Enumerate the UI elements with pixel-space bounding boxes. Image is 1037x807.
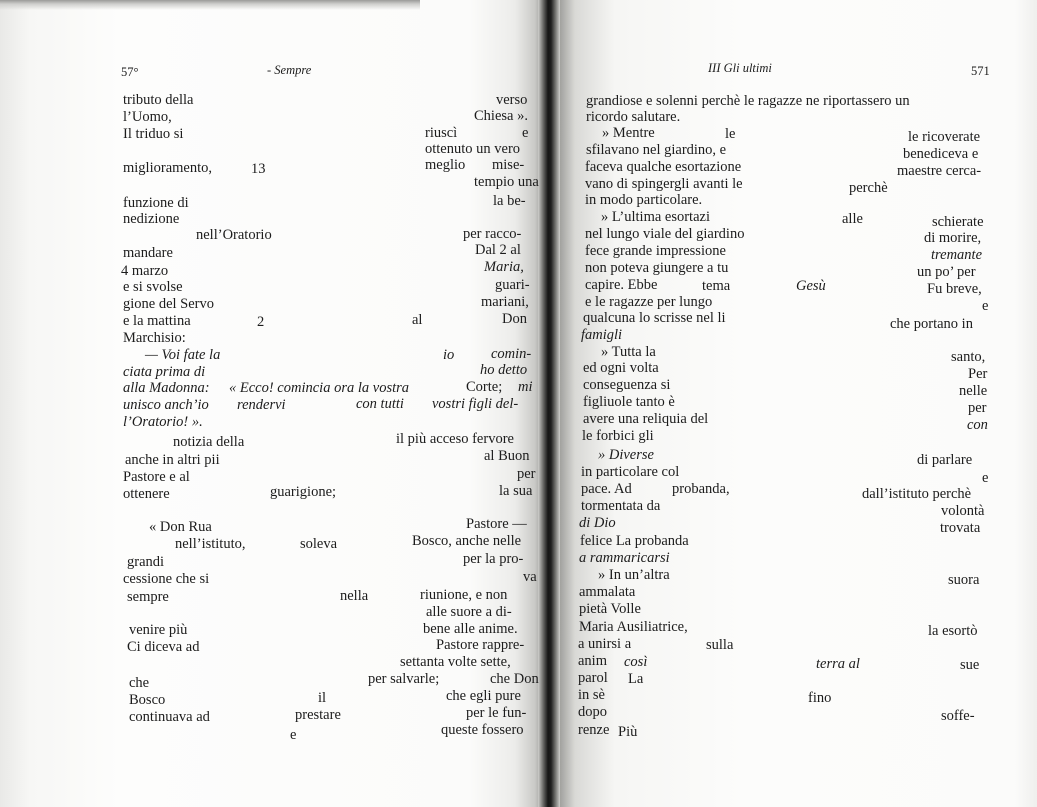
text-line: miglioramento, — [123, 160, 212, 176]
text-line: tempio una — [474, 174, 539, 190]
text-line: La — [628, 671, 644, 687]
text-line: ammalata — [579, 584, 636, 600]
text-line: Marchisio: — [123, 330, 186, 346]
text-line: « Ecco! comincia ora la vostra — [229, 380, 410, 396]
text-line: alla Madonna: — [123, 380, 210, 396]
text-line: nelle — [959, 383, 988, 399]
text-line: pace. Ad — [581, 481, 632, 497]
text-line: nel lungo viale del giardino — [585, 226, 745, 242]
text-line: settanta volte sette, — [400, 654, 511, 670]
text-line: conseguenza si — [583, 377, 671, 393]
text-line: » Tutta la — [601, 344, 656, 360]
text-line: le forbici gli — [582, 428, 654, 444]
text-line: gione del Servo — [123, 296, 215, 312]
text-line: faceva qualche esortazione — [585, 159, 742, 175]
text-line: rendervi — [237, 397, 286, 413]
text-line: ed ogni volta — [583, 360, 659, 376]
text-line: Bosco — [129, 692, 166, 708]
text-line: — Voi fate la — [145, 347, 221, 363]
text-line: e — [290, 727, 297, 743]
text-line: Pastore — — [466, 516, 527, 532]
text-line: » Mentre — [602, 125, 655, 141]
text-line: e — [522, 125, 529, 141]
text-line: ottenere — [123, 486, 170, 502]
text-line: verso — [496, 92, 528, 108]
text-line: nella — [340, 588, 369, 604]
text-line: la be- — [493, 193, 526, 209]
text-line: dopo — [578, 704, 607, 720]
text-line: per le fun- — [466, 705, 527, 721]
text-line: in sè — [578, 687, 605, 703]
text-line: pietà Volle — [579, 601, 641, 617]
text-line: maestre cerca- — [897, 163, 982, 179]
text-line: tormentata da — [581, 498, 661, 514]
text-line: in modo particolare. — [585, 192, 703, 208]
text-line: Pastore rappre- — [436, 637, 525, 653]
text-line: e la mattina — [123, 313, 191, 329]
text-line: renze — [578, 722, 610, 738]
text-line: di morire, — [924, 230, 982, 246]
text-line: con tutti — [356, 396, 404, 412]
text-line: continuava ad — [129, 709, 210, 725]
text-line: trovata — [940, 520, 981, 536]
text-line: 13 — [251, 161, 266, 177]
text-line: ciata prima di — [123, 364, 206, 380]
text-line: volontà — [941, 503, 985, 519]
text-line: perchè — [849, 180, 888, 196]
right-page-number: 571 — [971, 64, 990, 78]
text-line: sempre — [127, 589, 169, 605]
text-line: queste fossero — [441, 722, 524, 738]
text-line: Il triduo si — [123, 126, 184, 142]
text-line: l’Oratorio! ». — [123, 414, 203, 430]
text-line: » Diverse — [598, 447, 654, 463]
text-line: in particolare col — [581, 464, 680, 480]
text-line: santo, — [951, 349, 986, 365]
book-gutter — [538, 0, 560, 807]
text-line: a rammaricarsi — [579, 550, 670, 566]
text-line: per racco- — [463, 226, 522, 242]
text-line: per la pro- — [463, 551, 524, 567]
text-line: ottenuto un vero — [425, 141, 521, 157]
text-line: capire. Ebbe — [585, 277, 658, 293]
text-line: la sua — [499, 483, 533, 499]
text-line: suora — [948, 572, 980, 588]
text-line: notizia della — [173, 434, 245, 450]
text-line: probanda, — [672, 481, 730, 497]
text-line: terra al — [816, 656, 860, 672]
text-line: la esortò — [928, 623, 978, 639]
text-line: mi — [518, 379, 533, 395]
text-line: Maria Ausiliatrice, — [579, 619, 688, 635]
text-line: cessione che si — [123, 571, 210, 587]
text-line: Pastore e al — [123, 469, 190, 485]
text-line: e — [982, 470, 989, 486]
text-line: il — [318, 690, 327, 706]
text-line: felice La probanda — [580, 533, 689, 549]
text-line: Chiesa ». — [474, 108, 528, 124]
text-line: tributo della — [123, 92, 194, 108]
text-line: al — [412, 312, 423, 328]
text-line: » In un’altra — [598, 567, 670, 583]
text-line: alle — [842, 211, 863, 227]
text-line: nell’istituto, — [175, 536, 246, 552]
text-line: per — [517, 466, 536, 482]
text-line: dall’istituto perchè — [862, 486, 972, 502]
text-line: per — [968, 400, 987, 416]
text-line: tremante — [931, 247, 983, 263]
text-line: e — [982, 298, 989, 314]
text-line: Dal 2 al — [475, 242, 521, 258]
text-line: ricordo salutare. — [586, 109, 681, 125]
text-line: anche in altri pii — [125, 452, 220, 468]
text-line: soleva — [300, 536, 338, 552]
text-line: Più — [618, 724, 638, 740]
text-line: che portano in — [890, 316, 973, 332]
text-line: alle suore a di- — [426, 604, 512, 620]
text-line: riunione, e non — [420, 587, 508, 603]
text-line: per salvarle; — [368, 671, 440, 687]
text-line: le — [725, 126, 736, 142]
text-line: che — [129, 675, 150, 691]
text-line: riuscì — [425, 125, 458, 141]
text-line: comin- — [491, 346, 532, 362]
text-line: guarigione; — [270, 484, 337, 500]
text-line: anim — [578, 653, 607, 669]
text-line: fino — [808, 690, 832, 706]
text-line: mariani, — [481, 294, 529, 310]
text-line: famigli — [581, 327, 623, 343]
text-line: meglio — [425, 157, 466, 173]
text-line: figliuole tanto è — [583, 394, 675, 410]
text-line: 4 marzo — [121, 263, 169, 279]
text-line: le ricoverate — [908, 129, 981, 145]
text-line: di parlare — [917, 452, 973, 468]
text-line: Ci diceva ad — [127, 639, 200, 655]
text-line: con — [967, 417, 988, 433]
text-line: ho detto — [480, 362, 528, 378]
text-line: un po’ per — [917, 264, 976, 280]
page-top-edge — [0, 0, 420, 10]
text-line: parol — [578, 670, 608, 686]
text-line: mandare — [123, 245, 173, 261]
text-line: funzione di — [123, 195, 189, 211]
text-line: grandi — [127, 554, 165, 570]
text-line: vano di spingergli avanti le — [585, 176, 743, 192]
text-line: a unirsi a — [578, 636, 632, 652]
text-line: « Don Rua — [149, 519, 212, 535]
left-running-head: - Sempre — [267, 63, 312, 77]
left-page-number: 57° — [121, 65, 139, 79]
text-line: » L’ultima esortazi — [601, 209, 710, 225]
text-line: il più acceso fervore — [396, 431, 514, 447]
text-line: qualcuna lo scrisse nel li — [583, 310, 726, 326]
text-line: al Buon — [484, 448, 530, 464]
text-line: bene alle anime. — [423, 621, 518, 637]
text-line: di Dio — [579, 515, 616, 531]
text-line: e le ragazze per lungo — [585, 294, 713, 310]
text-line: Maria, — [484, 259, 524, 275]
text-line: nell’Oratorio — [196, 227, 272, 243]
text-line: guari- — [495, 277, 530, 293]
text-line: Corte; — [466, 379, 503, 395]
text-line: sue — [960, 657, 980, 673]
text-line: unisco anch’io — [123, 397, 209, 413]
text-line: io — [443, 347, 455, 363]
text-line: l’Uomo, — [123, 109, 172, 125]
text-line: grandiose e solenni perchè le ragazze ne riportassero un — [586, 93, 910, 109]
text-line: Gesù — [796, 278, 826, 294]
text-line: benediceva e — [903, 146, 979, 162]
text-line: mise- — [492, 157, 525, 173]
text-line: fece grande impressione — [585, 243, 726, 259]
text-line: che Don — [490, 671, 539, 687]
text-line: schierate — [932, 214, 984, 230]
text-line: Bosco, anche nelle — [412, 533, 522, 549]
text-line: che egli pure — [446, 688, 521, 704]
text-line: tema — [702, 278, 731, 294]
text-line: e si svolse — [123, 279, 183, 295]
text-line: così — [624, 654, 648, 670]
text-line: Fu breve, — [927, 281, 982, 297]
text-line: vostri figli del- — [432, 396, 519, 412]
text-line: sulla — [706, 637, 734, 653]
text-line: va — [523, 569, 537, 585]
text-line: nedizione — [123, 211, 180, 227]
text-line: sfilavano nel giardino, e — [586, 142, 727, 158]
text-line: venire più — [129, 622, 188, 638]
text-line: Don — [502, 311, 527, 327]
text-line: Per — [968, 366, 988, 382]
text-line: soffe- — [941, 708, 975, 724]
right-running-head: III Gli ultimi — [708, 61, 772, 75]
text-line: non poteva giungere a tu — [585, 260, 729, 276]
text-line: avere una reliquia del — [583, 411, 709, 427]
text-line: 2 — [257, 314, 265, 330]
text-line: prestare — [295, 707, 341, 723]
